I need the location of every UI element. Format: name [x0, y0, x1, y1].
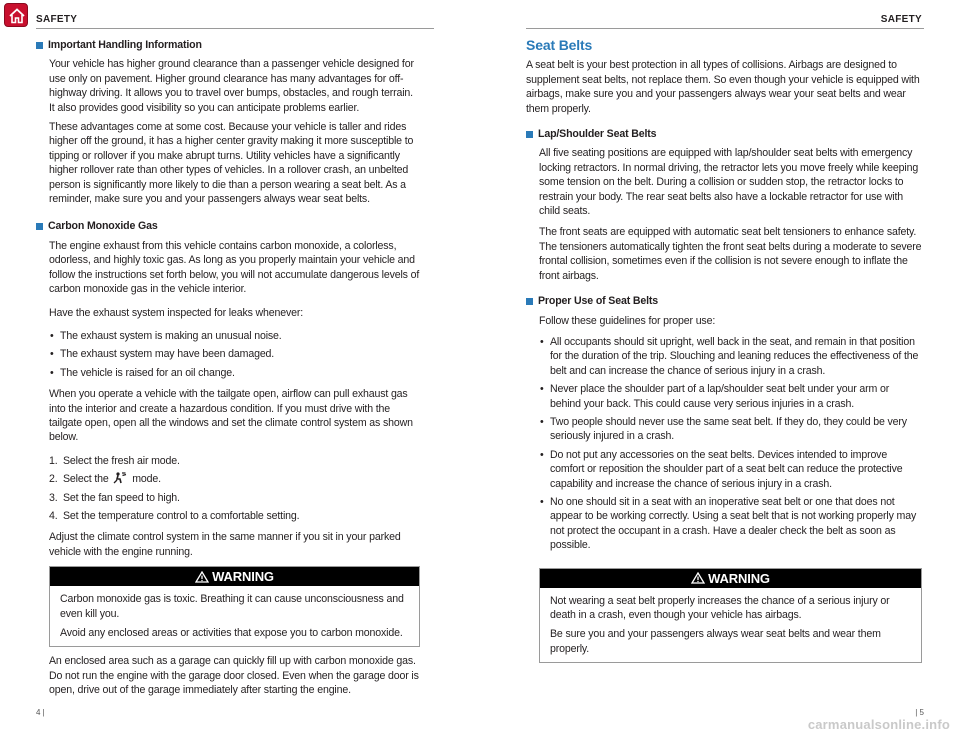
co-paragraph-3: When you operate a vehicle with the tailgate open, airflow can pull exhaust gas into the interior and create a hazardous condition. If you must drive with the tailgate open, open all the windows and set the climate control system as shown below.	[49, 388, 413, 444]
list-item: • Do not put any accessories on the seat belts. Devices intended to improve comfort or reposition the shoulder part of a seat belt can reduce the protective capability and increase the chance of serious injury in a crash.	[539, 448, 922, 491]
handling-paragraph-1: Your vehicle has higher ground clearance than a passenger vehicle designed for use only on pavement. Higher ground clearance has many advantages for off-highway driving. It allows you to travel over bumps, obstacles, and rough terrain. It also provides good visibility so you can anticipate problems earlier.	[49, 58, 414, 114]
list-item: 2. Select the mode.	[49, 473, 161, 486]
warning-text-2: Avoid any enclosed areas or activities that expose you to carbon monoxide.	[60, 627, 403, 639]
list-item: • Two people should never use the same seat belt. If they do, they could be very seriously injured in a crash.	[539, 415, 922, 444]
climate-steps-list	[49, 454, 420, 524]
warning-header: WARNING	[50, 567, 419, 586]
handling-paragraph-2: These advantages come at some cost. Because your vehicle is taller and rides higher off the ground, it has a higher center gravity making it more susceptible to tipping or rollover if you make abrupt turns. Utility vehicles have a significantly higher rollover rate than other types of vehicles. In a rollover crash, an unbelted person is significantly more likely to die than a person wearing a seat belt. As a reminder, make sure you and your passengers always wear seat belts.	[49, 121, 414, 206]
co-paragraph-1: The engine exhaust from this vehicle contains carbon monoxide, a colorless, odorless, and highly toxic gas. As long as you properly maintain your vehicle and follow the instructions set forth below, you will not accumulate dangerous levels of carbon monoxide gas in the vehicle interior.	[49, 239, 420, 296]
list-item: • No one should sit in a seat with an inoperative seat belt or one that does not appear to be working correctly. Using a seat belt that is not working properly may not protect the occupant in a crash. Have a dealer check the belt as soon as possible.	[539, 495, 922, 553]
proper-use-heading: Proper Use of Seat Belts	[526, 294, 922, 308]
warning-header: WARNING	[540, 569, 921, 588]
warning-triangle-icon	[691, 572, 705, 584]
lap-paragraph-1: All five seating positions are equipped with lap/shoulder seat belts with emergency locking retractors. In normal driving, the retractor lets you move freely while keeping some tension on the belt. During a collision or sudden stop, the retractor locks to restrain your body. The rear seat belts also have a lockable retractor for use with child seats.	[539, 147, 919, 218]
carbon-monoxide-heading: Carbon Monoxide Gas	[36, 219, 420, 233]
list-item: • The exhaust system may have been damaged.	[49, 347, 420, 361]
co-warning-box	[49, 566, 420, 647]
header-rule	[526, 28, 924, 29]
right-column	[526, 38, 922, 670]
list-item: • The vehicle is raised for an oil change.	[49, 366, 420, 380]
section-square-icon	[36, 223, 43, 230]
list-item: 1. Select the fresh air mode.	[49, 454, 180, 467]
section-label: SAFETY	[880, 14, 922, 25]
list-item: • All occupants should sit upright, well back in the seat, and remain in that position for the duration of the trip. Slouching and leaning reduces the effectiveness of the belt and can increase the chance of serious injury in a crash.	[539, 335, 922, 378]
floor-defrost-mode-icon	[113, 472, 127, 485]
warning-text-2: Be sure you and your passengers always wear seat belts and wear them properly.	[550, 628, 881, 655]
section-label: SAFETY	[36, 14, 78, 25]
page-number: 4 |	[36, 708, 45, 717]
right-page	[480, 0, 960, 738]
lap-shoulder-heading: Lap/Shoulder Seat Belts	[526, 127, 922, 141]
left-column	[36, 38, 420, 703]
co-paragraph-4: Adjust the climate control system in the same manner if you sit in your parked vehicle with the engine running.	[49, 531, 401, 558]
intro-paragraph: A seat belt is your best protection in all types of collisions. Airbags are designed to supplement seat belts, not replace them. So even though your vehicle is equipped with airbags, make sure you and your passengers always wear your seat belts and wear them properly.	[526, 59, 920, 115]
list-item: • The exhaust system is making an unusual noise.	[49, 329, 420, 343]
list-item: 4. Set the temperature control to a comfortable setting.	[49, 509, 300, 522]
section-square-icon	[526, 131, 533, 138]
section-square-icon	[526, 298, 533, 305]
exhaust-bullet-list	[49, 329, 420, 380]
watermark: carmanualsonline.info	[807, 717, 950, 732]
section-square-icon	[36, 42, 43, 49]
warning-text-1: Carbon monoxide gas is toxic. Breathing it can cause unconsciousness and even kill you.	[60, 593, 404, 620]
warning-text-1: Not wearing a seat belt properly increases the chance of a serious injury or death in a crash, even though your vehicle has airbags.	[550, 594, 890, 621]
co-paragraph-5: An enclosed area such as a garage can quickly fill up with carbon monoxide gas. Do not run the engine with the garage door closed. Even when the garage door is open, drive out of the garage immediately after starting the engine.	[49, 655, 419, 697]
page-title: Seat Belts	[526, 37, 593, 53]
lap-paragraph-2: The front seats are equipped with automatic seat belt tensioners to enhance safety. The tensioners automatically tighten the front seat belts during a moderate to severe frontal collision, sometimes even if the collision is not severe enough to inflate the front airbags.	[539, 226, 922, 282]
seat-belt-warning-box	[539, 568, 922, 664]
co-paragraph-2: Have the exhaust system inspected for leaks whenever:	[49, 306, 304, 319]
handling-heading: Important Handling Information	[36, 38, 420, 52]
proper-use-intro: Follow these guidelines for proper use:	[539, 314, 716, 327]
seat-belt-guidelines-list	[539, 335, 922, 553]
page-number: | 5	[915, 708, 924, 717]
list-item: • Never place the shoulder part of a lap/shoulder seat belt under your arm or behind your back. This could cause very serious injuries in a crash.	[539, 382, 922, 411]
list-item: 3. Set the fan speed to high.	[49, 491, 180, 504]
header-rule	[36, 28, 434, 29]
warning-triangle-icon	[195, 571, 209, 583]
